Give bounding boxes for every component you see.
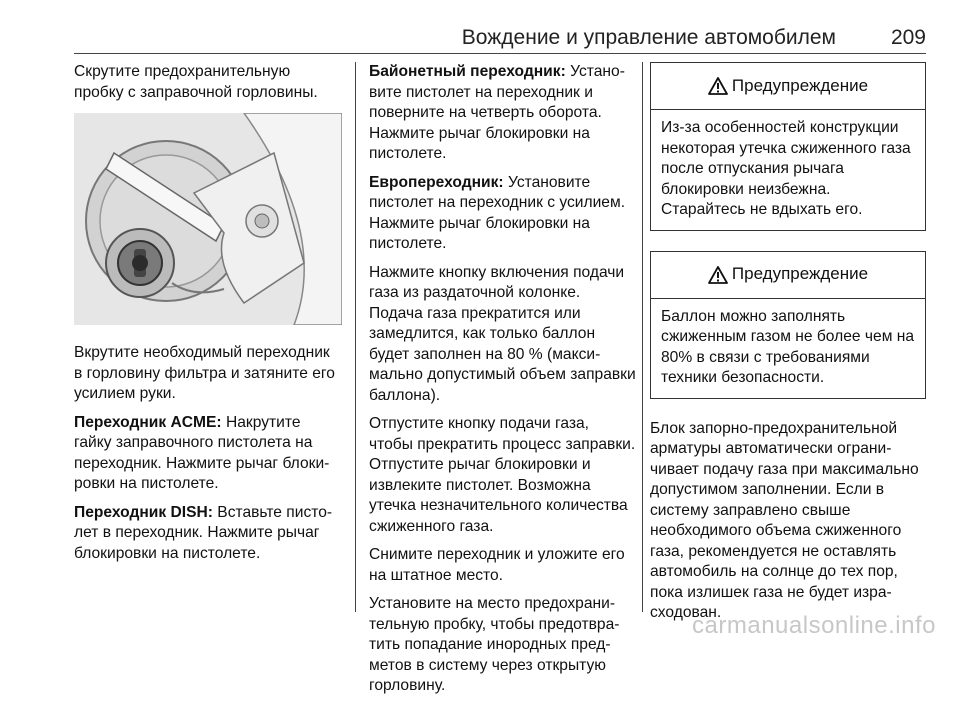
column-1 [74, 62, 342, 572]
warning-title-1: Предупреждение [731, 75, 869, 95]
warning-text-2: Баллон можно заполнять сжиженным газом не более чем на 80% в связи с требованиями техники безопасности. [661, 307, 915, 386]
warning-title-2: Предупреждение [731, 264, 869, 284]
watermark: carmanualsonline.info [692, 612, 936, 639]
bayonet-text: Установите пистолет на переходник и поверните на четверть оборота. Нажмите рычаг блокировки на пистолете. [369, 63, 625, 162]
paragraph-acme [74, 413, 342, 495]
warning-triangle-icon [708, 266, 728, 284]
page-title: Вождение и управление автомобилем [461, 26, 836, 49]
page-number: 209 [890, 26, 926, 49]
page-header [74, 18, 926, 54]
paragraph-remove-adapter: Снимите переходник и уложите его на штатное место. [369, 546, 625, 584]
euro-label: Европереходник: [369, 173, 504, 191]
paragraph-euro [369, 173, 637, 255]
paragraph-press-button: Нажмите кнопку включения подачи газа из раздаточной колонке. Подача газа прекратится или замедлится, как только баллон будет заполнен на 80 % (максимально допустимый объем заправки баллона). [369, 263, 636, 404]
column-2 [369, 62, 637, 705]
column-divider-1 [355, 62, 356, 612]
paragraph-shutoff-valve: Блок запорно-предохранительной арматуры автоматически ограничивает подачу газа при максимально допустимом заполнении. Если в систему заправлено свыше необходимого объема сжиженного газа, рекомендуется не оставлять автомобиль на солнце до тех пор, пока излишек газа не будет израсходован. [650, 419, 919, 621]
warning-box-1 [650, 62, 926, 231]
header-rule [74, 53, 926, 54]
paragraph-unscrew-cap: Скрутите предохранительную пробку с заправочной горловины. [74, 63, 318, 101]
acme-label: Переходник ACME: [74, 413, 222, 431]
paragraph-bayonet [369, 62, 637, 165]
column-divider-2 [642, 62, 643, 612]
fuel-filler-drawing [74, 113, 342, 325]
warning-header-2 [651, 252, 925, 299]
bayonet-label: Байонетный переходник: [369, 63, 566, 80]
warning-text-1: Из-за особенностей конструкции некоторая утечка сжиженного газа после отпускания рычага блокировки неизбежна. Старайтесь не вдыхать его. [661, 119, 911, 218]
warning-box-2 [650, 251, 926, 399]
paragraph-install-cap: Установите на место предохранительную пробку, чтобы предотвратить попадание инородных предметов в систему через открытую горловину. [369, 595, 620, 694]
column-3 [650, 62, 926, 632]
euro-text: Установите пистолет на переходник с усилием. Нажмите рычаг блокировки на пистолете. [369, 173, 626, 252]
warning-triangle-icon [708, 77, 728, 95]
paragraph-screw-adapter: Вкрутите необходимый переходник в горловину фильтра и затяните его усилием руки. [74, 344, 335, 402]
paragraph-release-button: Отпустите кнопку подачи газа, чтобы прекратить процесс заправки. Отпустите рычаг блокировки и извлеките пистолет. Возможна утечка незначительного количества сжиженного газа. [369, 415, 636, 535]
dish-label: Переходник DISH: [74, 503, 213, 521]
paragraph-dish [74, 503, 342, 565]
acme-text: Накрутите гайку заправочного пистолета на переходник. Нажмите рычаг блокировки на пистолете. [74, 413, 330, 492]
fuel-filler-illustration [74, 113, 342, 325]
warning-header-1 [651, 63, 925, 110]
dish-text: Вставьте пистолет в переходник. Нажмите рычаг блокировки на пистолете. [74, 503, 333, 562]
